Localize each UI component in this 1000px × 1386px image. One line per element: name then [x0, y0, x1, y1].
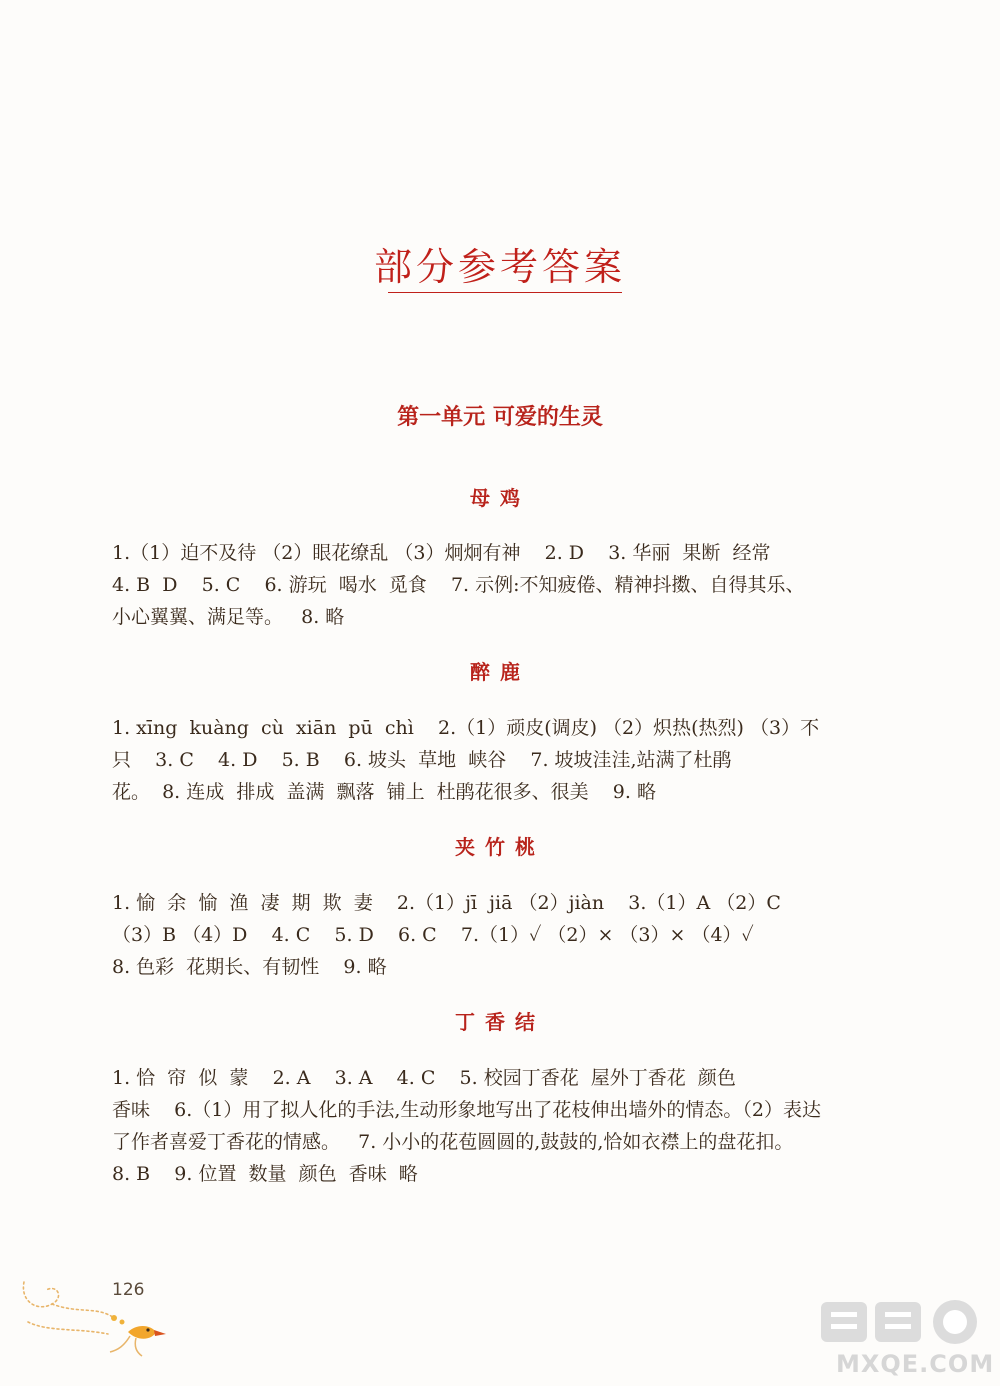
lesson-title-jiazhutao: 夹竹桃 — [455, 835, 545, 859]
answer-line: 1. 愉 余 愉 渔 凄 期 欺 妻 2.（1）jī jiā （2）jiàn 3.（1）A （2）C — [112, 892, 781, 914]
answer-line: 小心翼翼、满足等。 8. 略 — [112, 606, 345, 628]
answer-line: 1. 恰 帘 似 蒙 2. A 3. A 4. C 5. 校园丁香花 屋外丁香花 颜色 — [112, 1067, 736, 1089]
unit-heading: 第一单元 可爱的生灵 — [397, 404, 603, 430]
answer-line: 8. 色彩 花期长、有韧性 9. 略 — [112, 956, 387, 978]
watermark-logo — [815, 1290, 995, 1350]
title-underline — [388, 292, 622, 293]
lesson-title-dingxiangjie: 丁香结 — [455, 1010, 545, 1034]
answer-line: 1. xīng kuàng cù xiān pū chì 2.（1）顽皮(调皮) （2）炽热(热烈) （3）不 — [112, 717, 820, 739]
page-number: 126 — [112, 1280, 145, 1300]
page-title: 部分参考答案 — [373, 245, 626, 289]
bird-flourish-icon — [18, 1262, 178, 1372]
answer-line: 了作者喜爱丁香花的情感。 7. 小小的花苞圆圆的,鼓鼓的,恰如衣襟上的盘花扣。 — [112, 1131, 794, 1153]
answer-line: 4. B D 5. C 6. 游玩 喝水 觅食 7. 示例:不知疲倦、精神抖擞、自得其乐、 — [112, 574, 805, 596]
answer-line: 只 3. C 4. D 5. B 6. 坡头 草地 峡谷 7. 坡坡洼洼,站满了杜鹃 — [112, 749, 732, 771]
answer-line: 1.（1）迫不及待 （2）眼花缭乱 （3）炯炯有神 2. D 3. 华丽 果断 经常 — [112, 542, 771, 564]
answer-line: 香味 6.（1）用了拟人化的手法,生动形象地写出了花枝伸出墙外的情态。（2）表达 — [112, 1099, 822, 1121]
answer-line: （3）B （4）D 4. C 5. D 6. C 7.（1）✓ （2）× （3）× （4）✓ — [112, 924, 754, 946]
lesson-title-muji: 母鸡 — [470, 486, 530, 510]
answer-line: 8. B 9. 位置 数量 颜色 香味 略 — [112, 1163, 418, 1185]
answer-line: 花。 8. 连成 排成 盖满 飘落 铺上 杜鹃花很多、很美 9. 略 — [112, 781, 656, 803]
watermark-url: MXQE.COM — [836, 1350, 995, 1378]
lesson-title-zuilu: 醉鹿 — [470, 660, 530, 684]
